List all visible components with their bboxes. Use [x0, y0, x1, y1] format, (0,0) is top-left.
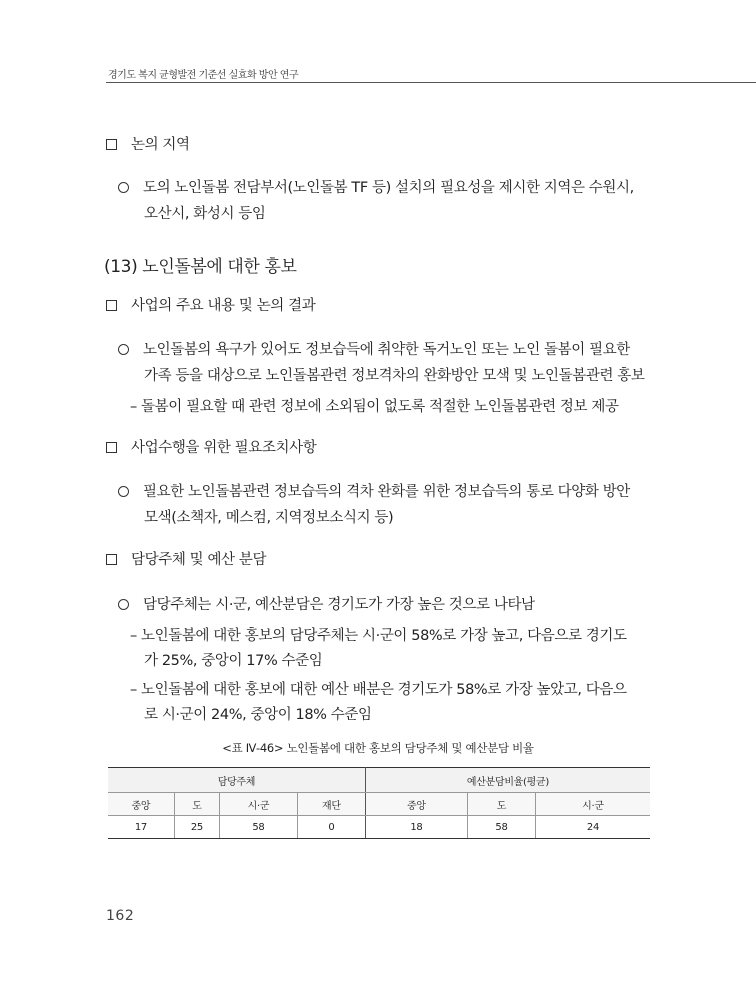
- table-column-header: 재단: [297, 793, 365, 816]
- table-cell: 17: [108, 816, 174, 839]
- table-caption: <표 Ⅳ-46> 노인돌봄에 대한 홍보의 담당주체 및 예산분담 비율: [222, 741, 534, 755]
- section-title-responsibility-budget: 담당주체 및 예산 분담: [106, 548, 266, 569]
- table-cell: 18: [365, 816, 467, 839]
- bullet-item: 필요한 노인돌봄관련 정보습득의 격차 완화를 위한 정보습득의 통로 다양화 방안: [118, 480, 630, 501]
- table-cell: 24: [535, 816, 650, 839]
- circle-bullet-icon: [118, 599, 129, 610]
- table-group-header-row: [108, 768, 650, 793]
- table-column-header: 시·군: [535, 793, 650, 816]
- bullet-item: 도의 노인돌봄 전담부서(노인돌봄 TF 등) 설치의 필요성을 제시한 지역은 수원시,: [118, 176, 634, 197]
- bullet-item-continued: 오산시, 화성시 등임: [144, 206, 266, 222]
- bullet-item-continued: 가족 등을 대상으로 노인돌봄관련 정보격차의 완화방안 모색 및 노인돌봄관련 홍보: [144, 368, 645, 384]
- dash-item-continued: 로 시·군이 24%, 중앙이 18% 수준임: [144, 707, 372, 723]
- table-column-header: 중앙: [108, 793, 174, 816]
- circle-bullet-icon: [118, 344, 129, 355]
- section-title-main-contents: 사업의 주요 내용 및 논의 결과: [106, 294, 315, 315]
- section-title-required-actions: 사업수행을 위한 필요조치사항: [106, 436, 316, 457]
- square-bullet-icon: [106, 554, 117, 565]
- table-group-header: 담당주체: [108, 768, 365, 793]
- header-rule: [106, 82, 756, 83]
- square-bullet-icon: [106, 139, 117, 150]
- table-group-header: 예산분담비율(평균): [365, 768, 650, 793]
- running-header: 경기도 복지 균형발전 기준선 실효화 방안 연구: [108, 70, 299, 81]
- bullet-item: 노인돌봄의 욕구가 있어도 정보습득에 취약한 독거노인 또는 노인 돌봄이 필요한: [118, 338, 630, 359]
- circle-bullet-icon: [118, 486, 129, 497]
- table-cell: 58: [467, 816, 535, 839]
- square-bullet-icon: [106, 300, 117, 311]
- dash-item: – 노인돌봄에 대한 홍보의 담당주체는 시·군이 58%로 가장 높고, 다음으로 경기도: [130, 628, 627, 644]
- square-bullet-icon: [106, 442, 117, 453]
- page-number: 162: [106, 908, 135, 924]
- dash-item-continued: 가 25%, 중앙이 17% 수준임: [144, 653, 323, 669]
- table-column-header: 도: [174, 793, 219, 816]
- table-column-header: 중앙: [365, 793, 467, 816]
- dash-item: – 노인돌봄에 대한 홍보에 대한 예산 배분은 경기도가 58%로 가장 높았고, 다음으: [130, 682, 627, 698]
- table-cell: 58: [219, 816, 297, 839]
- table-column-header: 도: [467, 793, 535, 816]
- table-column-header: 시·군: [219, 793, 297, 816]
- table-row: [108, 816, 650, 839]
- circle-bullet-icon: [118, 182, 129, 193]
- section-title-discussion-region: 논의 지역: [106, 133, 190, 154]
- table-column-header-row: [108, 793, 650, 816]
- data-table: [108, 767, 650, 839]
- table-cell: 0: [297, 816, 365, 839]
- dash-item: – 돌봄이 필요할 때 관련 정보에 소외됨이 없도록 적절한 노인돌봄관련 정보 제공: [130, 399, 619, 415]
- bullet-item: 담당주체는 시·군, 예산분담은 경기도가 가장 높은 것으로 나타남: [118, 593, 535, 614]
- table-cell: 25: [174, 816, 219, 839]
- subsection-heading: (13) 노인돌봄에 대한 홍보: [104, 257, 297, 277]
- bullet-item-continued: 모색(소책자, 메스컴, 지역정보소식지 등): [144, 510, 394, 526]
